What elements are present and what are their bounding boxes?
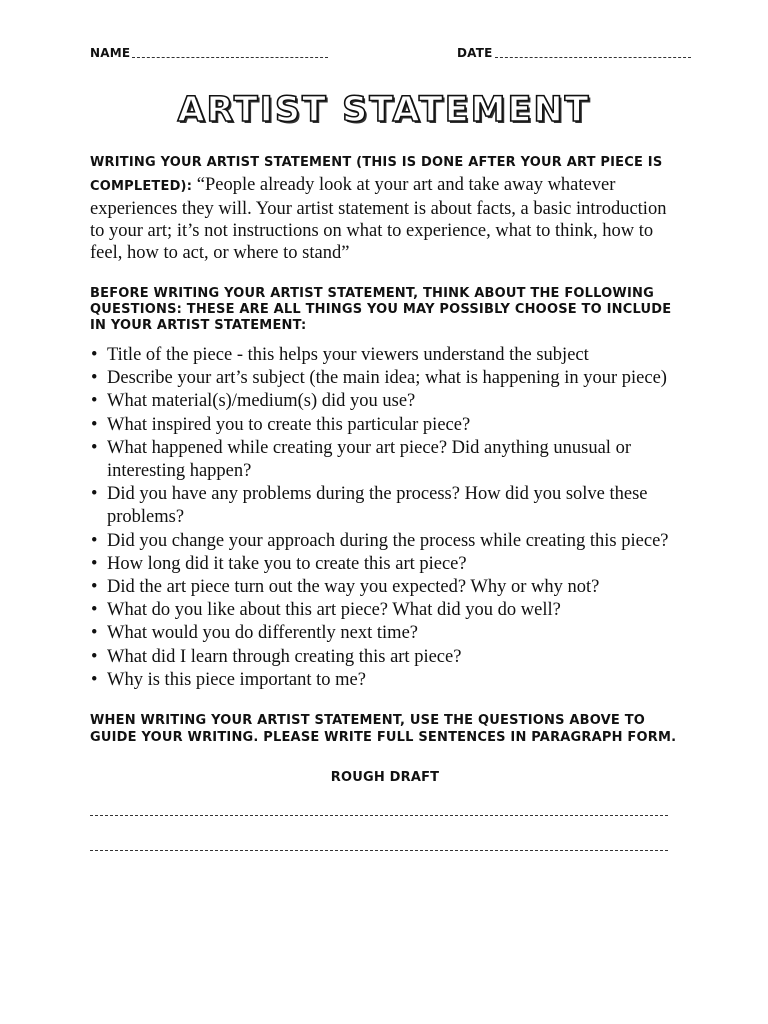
bullet-icon: • <box>91 414 98 435</box>
name-label: NAME <box>90 46 131 60</box>
question-item <box>90 390 680 413</box>
date-field[interactable] <box>457 46 691 60</box>
rough-draft-label: ROUGH DRAFT <box>330 770 440 786</box>
question-item <box>90 669 680 692</box>
intro-quote: “People already look at your art and take away whatever experiences they will. Your artist statement is about facts, a basic introduction to your art; it’s not instructions on what to experience, what to think, how to feel, how to act, or where to stand” <box>90 175 667 263</box>
bullet-icon: • <box>91 577 98 598</box>
before-writing-heading: BEFORE WRITING YOUR ARTIST STATEMENT, THINK ABOUT THE FOLLOWING QUESTIONS: THESE ARE ALL THINGS YOU MAY POSSIBLY CHOOSE TO INCLUDE IN YOUR ARTIST STATEMENT: <box>90 286 672 333</box>
question-item <box>90 437 680 483</box>
question-text: Did you have any problems during the process? How did you solve these problems? <box>107 484 648 528</box>
question-text: What inspired you to create this particular piece? <box>107 414 471 435</box>
question-text: What would you do differently next time? <box>107 623 418 644</box>
question-item <box>90 530 680 553</box>
question-text: What material(s)/medium(s) did you use? <box>107 391 416 412</box>
question-item <box>90 344 680 367</box>
page-title: ARTIST STATEMENT <box>177 90 591 130</box>
bullet-icon: • <box>91 553 98 574</box>
question-item <box>90 367 680 390</box>
question-text: Did the art piece turn out the way you expected? Why or why not? <box>107 577 600 598</box>
draft-writing-line[interactable] <box>90 815 668 816</box>
date-label: DATE <box>457 46 493 60</box>
date-blank-line[interactable] <box>495 57 691 58</box>
question-text: Title of the piece - this helps your viewers understand the subject <box>107 345 589 365</box>
closing-instruction: WHEN WRITING YOUR ARTIST STATEMENT, USE THE QUESTIONS ABOVE TO GUIDE YOUR WRITING. PLEASE WRITE FULL SENTENCES IN PARAGRAPH FORM. <box>90 713 677 746</box>
question-item <box>90 622 680 645</box>
question-item <box>90 553 680 576</box>
question-text: What happened while creating your art piece? Did anything unusual or interesting happen? <box>107 437 631 482</box>
question-text: Why is this piece important to me? <box>107 669 366 690</box>
question-item <box>90 576 680 599</box>
intro-heading: WRITING YOUR ARTIST STATEMENT (THIS IS DONE AFTER YOUR ART PIECE IS COMPLETED): <box>90 155 663 194</box>
bullet-icon: • <box>91 484 98 505</box>
name-field[interactable] <box>90 46 328 60</box>
question-item <box>90 483 680 529</box>
bullet-icon: • <box>91 623 98 644</box>
question-text: How long did it take you to create this art piece? <box>107 553 467 574</box>
bullet-icon: • <box>91 669 98 690</box>
question-item <box>90 414 680 437</box>
draft-writing-line[interactable] <box>90 850 668 851</box>
intro-paragraph <box>90 150 680 264</box>
bullet-icon: • <box>91 530 98 551</box>
name-blank-line[interactable] <box>132 57 328 58</box>
bullet-icon: • <box>91 437 98 458</box>
bullet-icon: • <box>91 391 98 412</box>
question-item <box>90 599 680 622</box>
worksheet-body <box>90 150 680 851</box>
question-text: Describe your art’s subject (the main idea; what is happening in your piece) <box>107 368 667 389</box>
question-text: What do you like about this art piece? What did you do well? <box>107 600 561 621</box>
bullet-icon: • <box>91 368 98 389</box>
question-item <box>90 646 680 669</box>
bullet-icon: • <box>91 646 98 667</box>
question-list <box>90 344 680 692</box>
bullet-icon: • <box>91 600 98 621</box>
question-text: What did I learn through creating this art piece? <box>107 646 462 667</box>
bullet-icon: • <box>91 345 98 365</box>
question-text: Did you change your approach during the process while creating this piece? <box>107 530 669 551</box>
